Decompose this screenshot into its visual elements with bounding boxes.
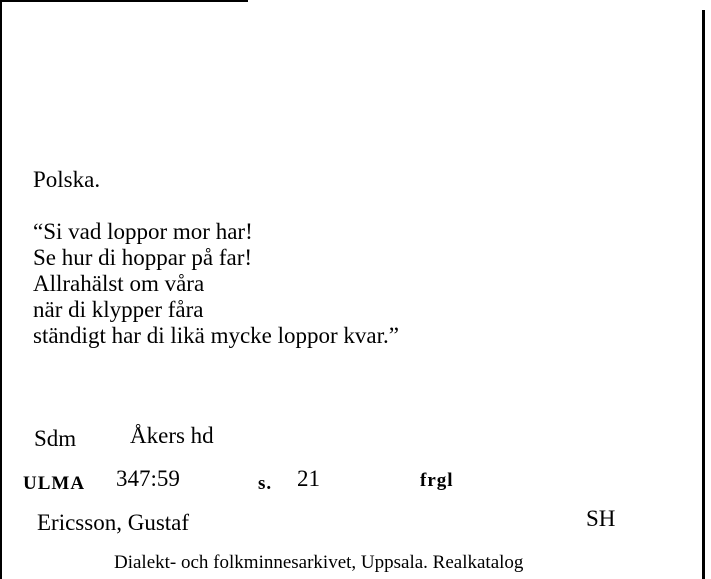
informant-name: Ericsson, Gustaf xyxy=(37,510,190,535)
verse-line: Allrahälst om våra xyxy=(33,271,205,296)
region: Sdm xyxy=(34,426,77,451)
verse-line: “Si vad loppor mor har! xyxy=(33,219,253,244)
verse-line: när di klypper fåra xyxy=(33,297,204,322)
verse-line: ständigt har di likä mycke loppor kvar.” xyxy=(33,323,399,348)
card-top-border xyxy=(0,0,248,2)
archive-number: 347:59 xyxy=(116,466,180,491)
archive-footer: Dialekt- och folkminnesarkivet, Uppsala. Realkatalog xyxy=(114,552,524,573)
recorder-initials: SH xyxy=(586,506,616,531)
category: frgl xyxy=(420,470,454,491)
card-right-border xyxy=(702,10,705,579)
card-left-border xyxy=(0,0,2,579)
page-label: s. xyxy=(258,473,273,494)
district: Åkers hd xyxy=(130,423,214,448)
verse-block xyxy=(33,219,399,349)
page-number: 21 xyxy=(297,466,320,491)
archive-label: ULMA xyxy=(23,473,86,494)
card-title: Polska. xyxy=(33,167,101,192)
verse-line: Se hur di hoppar på far! xyxy=(33,245,253,270)
